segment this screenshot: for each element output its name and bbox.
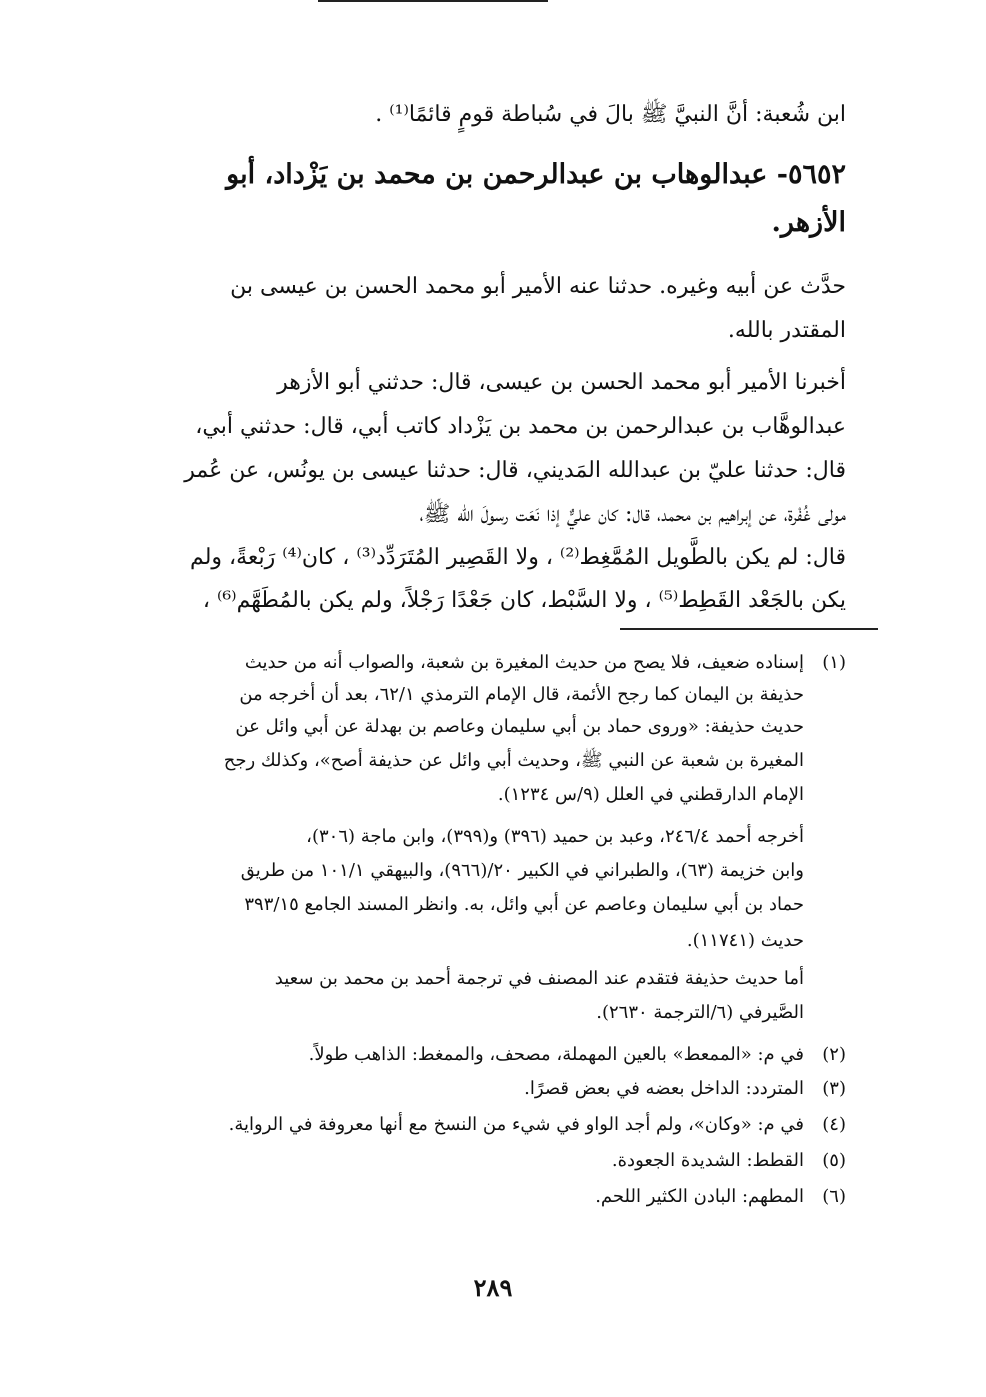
entry-heading: ٥٦٥٢- عبدالوهاب بن عبدالرحمن بن محمد بن يَزْداد، أبو — [226, 159, 846, 190]
body-line: ابن شُعبة: أنَّ النبيَّ ﷺ بالَ في سُباطة قومٍ قائمًا⁽¹⁾ . — [375, 102, 846, 127]
footnote-number: (١) — [822, 652, 846, 673]
body-line: المقتدر بالله. — [727, 318, 846, 343]
footnote-line: إسناده ضعيف، فلا يصح من حديث المغيرة بن شعبة، والصواب أنه من حديث — [244, 652, 804, 673]
body-line: يكن بالجَعْد القَطِط⁽⁵⁾ ، ولا السَّبْط، كان جَعْدًا رَجْلاً، ولم يكن بالمُطَهَّم⁽⁶⁾ ، — [202, 588, 846, 613]
entry-heading-continued: الأزهر. — [771, 207, 846, 238]
footnote-number: (٢) — [822, 1044, 846, 1065]
body-line: قال: حدثنا عليّ بن عبدالله المَديني، قال: حدثنا عيسى بن يونُس، عن عُمر — [184, 458, 846, 483]
footnote-number: (٣) — [822, 1078, 846, 1099]
footnote-number: (٤) — [822, 1114, 846, 1135]
footnote-line: حديث (١١٧٤١). — [686, 930, 804, 951]
footnote-line: أما حديث حذيفة فتقدم عند المصنف في ترجمة أحمد بن محمد بن سعيد — [274, 968, 804, 989]
footnote-line: وابن خزيمة (٦٣)، والطبراني في الكبير ٢٠/(٩٦٦)، والبيهقي ١٠١/١ من طريق — [240, 860, 804, 881]
footnote-line: المغيرة بن شعبة عن النبي ﷺ، وحديث أبي وائل عن حذيفة أصح»، وكذلك رجح — [223, 750, 804, 771]
top-rule — [318, 0, 548, 5]
footnote-line: القطط: الشديدة الجعودة. — [611, 1150, 804, 1171]
footnote-number: (٥) — [822, 1150, 846, 1171]
footnote-line: في م: «وكان»، ولم أجد الواو في شيء من النسخ مع أنها معروفة في الرواية. — [228, 1114, 804, 1135]
body-line: عبدالوهَّاب بن عبدالرحمن بن محمد بن يَزْداد كاتب أبي، قال: حدثني أبي، — [195, 414, 846, 439]
footnote-line: المطهم: البادن الكثير اللحم. — [595, 1186, 804, 1207]
footnote-line: في م: «الممعط» بالعين المهملة، مصحف، والممغط: الذاهب طولاً. — [308, 1044, 804, 1065]
footnote-separator — [620, 628, 878, 630]
body-line: مولى غُفْرة، عن إبراهيم بن محمد، قال: كان عليٌّ إذا نَعَت رسولَ الله ﷺ، — [419, 502, 846, 527]
body-line: قال: لم يكن بالطَّويل المُمَّغِط⁽²⁾ ، ولا القَصِير المُتَرَدِّد⁽³⁾ ، كان⁽⁴⁾ رَبْعةً، ولم — [190, 545, 846, 570]
footnote-number: (٦) — [822, 1186, 846, 1207]
footnote-line: أخرجه أحمد ٢٤٦/٤، وعبد بن حميد (٣٩٦) و(٣٩٩)، وابن ماجة (٣٠٦)، — [306, 826, 804, 847]
body-line: أخبرنا الأمير أبو محمد الحسن بن عيسى، قال: حدثني أبو الأزهر — [277, 370, 846, 395]
page-number: ٢٨٩ — [473, 1273, 513, 1302]
body-line: حدَّث عن أبيه وغيره. حدثنا عنه الأمير أبو محمد الحسن بن عيسى بن — [230, 274, 846, 299]
footnote-line: حديث حذيفة: «وروى حماد بن أبي سليمان وعاصم بن بهدلة عن أبي وائل عن — [235, 716, 804, 737]
footnote-line: الإمام الدارقطني في العلل (٩/س ١٢٣٤). — [497, 784, 804, 805]
footnote-line: المتردد: الداخل بعضه في بعض قصرًا. — [524, 1078, 804, 1099]
footnote-line: حذيفة بن اليمان كما رجح الأئمة، قال الإمام الترمذي ٦٢/١، بعد أن أخرجه من — [239, 684, 804, 705]
footnote-line: حماد بن أبي سليمان وعاصم عن أبي وائل، به. وانظر المسند الجامع ٣٩٣/١٥ — [244, 894, 804, 915]
footnote-line: الصَّيرفي (٦/الترجمة ٢٦٣٠). — [596, 1002, 804, 1023]
